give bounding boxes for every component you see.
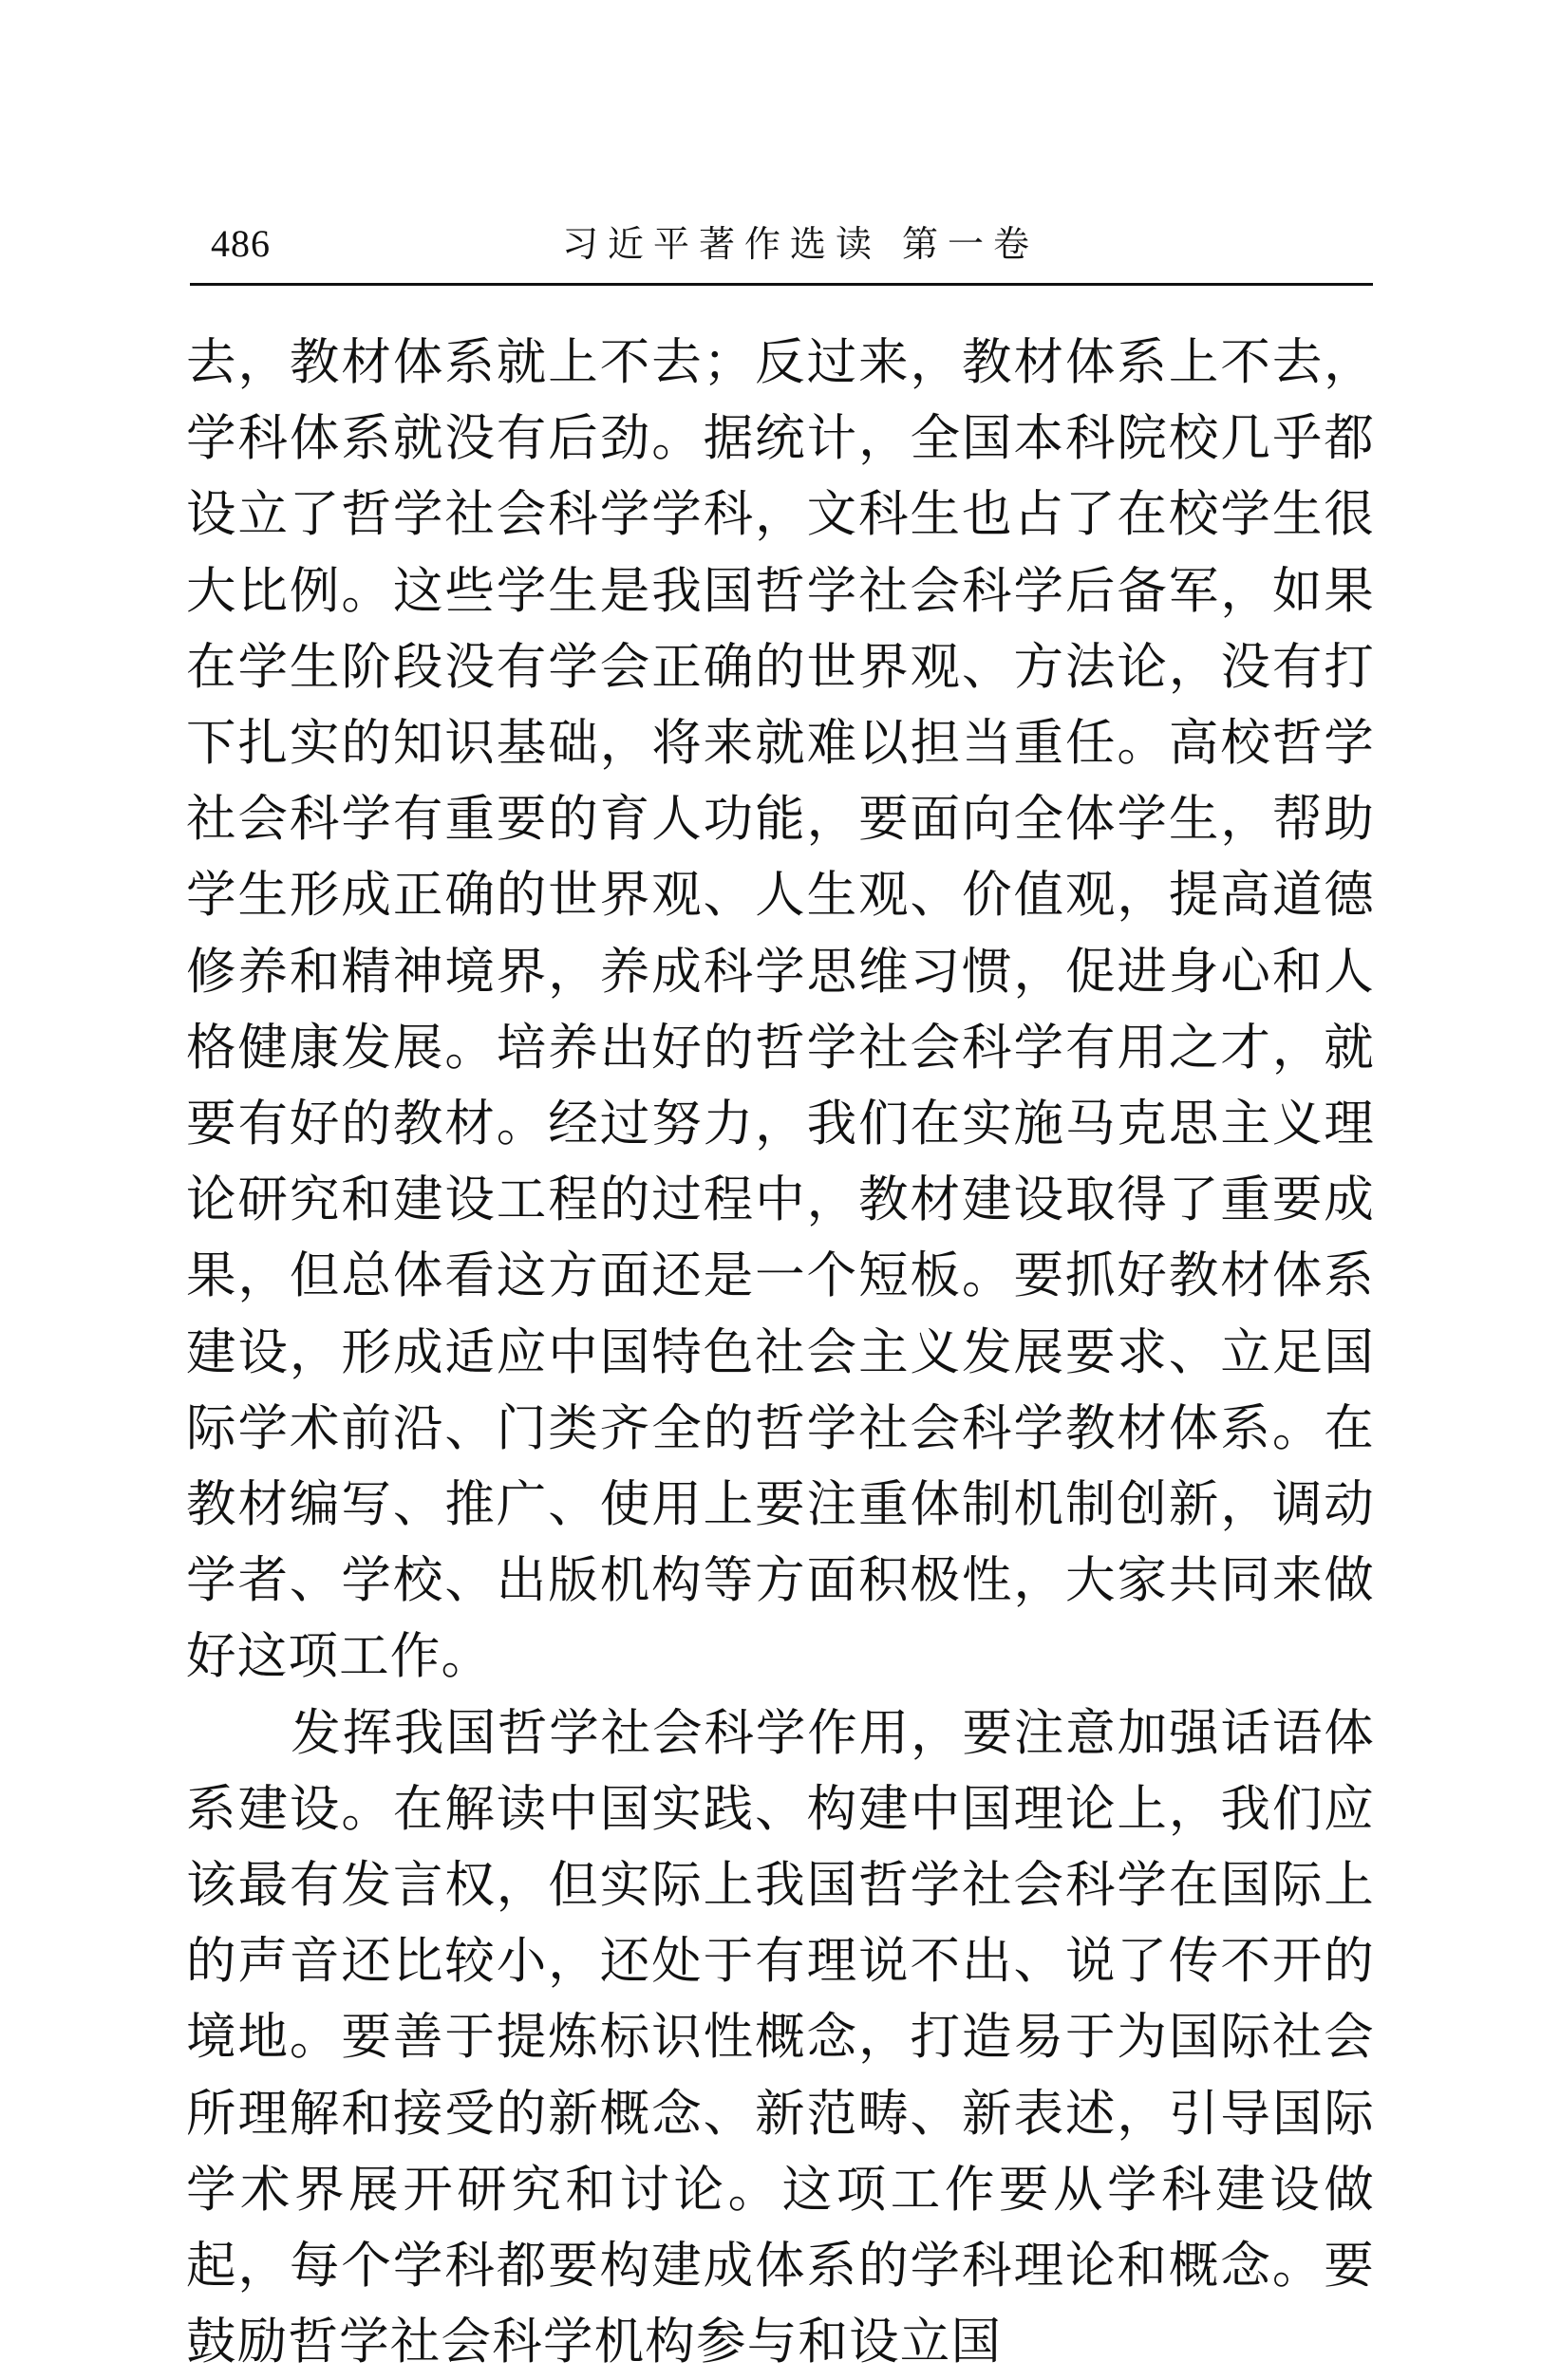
header-rule	[190, 283, 1373, 286]
paragraph-discourse-system: 发挥我国哲学社会科学作用，要注意加强话语体系建设。在解读中国实践、构建中国理论上，我们应该最有发言权，但实际上我国哲学社会科学在国际上的声音还比较小，还处于有理说不出、说了传不开的境地。要善于提炼标识性概念，打造易于为国际社会所理解和接受的新概念、新范畴、新表述，引导国际学术界展开研究和讨论。这项工作要从学科建设做起，每个学科都要构建成体系的学科理论和概念。要鼓励哲学社会科学机构参与和设立国	[186, 1703, 1375, 2371]
paragraph-continued: 去，教材体系就上不去；反过来，教材体系上不去，学科体系就没有后劲。据统计，全国本科院校几乎都设立了哲学社会科学学科，文科生也占了在校学生很大比例。这些学生是我国哲学社会科学后备军，如果在学生阶段没有学会正确的世界观、方法论，没有打下扎实的知识基础，将来就难以担当重任。高校哲学社会科学有重要的育人功能，要面向全体学生，帮助学生形成正确的世界观、人生观、价值观，提高道德修养和精神境界，养成科学思维习惯，促进身心和人格健康发展。培养出好的哲学社会科学有用之才，就要有好的教材。经过努力，我们在实施马克思主义理论研究和建设工程的过程中，教材建设取得了重要成果，但总体看这方面还是一个短板。要抓好教材体系建设，形成适应中国特色社会主义发展要求、立足国际学术前沿、门类齐全的哲学社会科学教材体系。在教材编写、推广、使用上要注重体制机制创新，调动学者、学校、出版机构等方面积极性，大家共同来做好这项工作。	[186, 333, 1375, 1686]
page-header	[190, 215, 1373, 281]
body-text	[186, 325, 1375, 2380]
running-title: 习近平著作选读 第一卷	[561, 223, 1040, 265]
page-number: 486	[211, 222, 271, 265]
